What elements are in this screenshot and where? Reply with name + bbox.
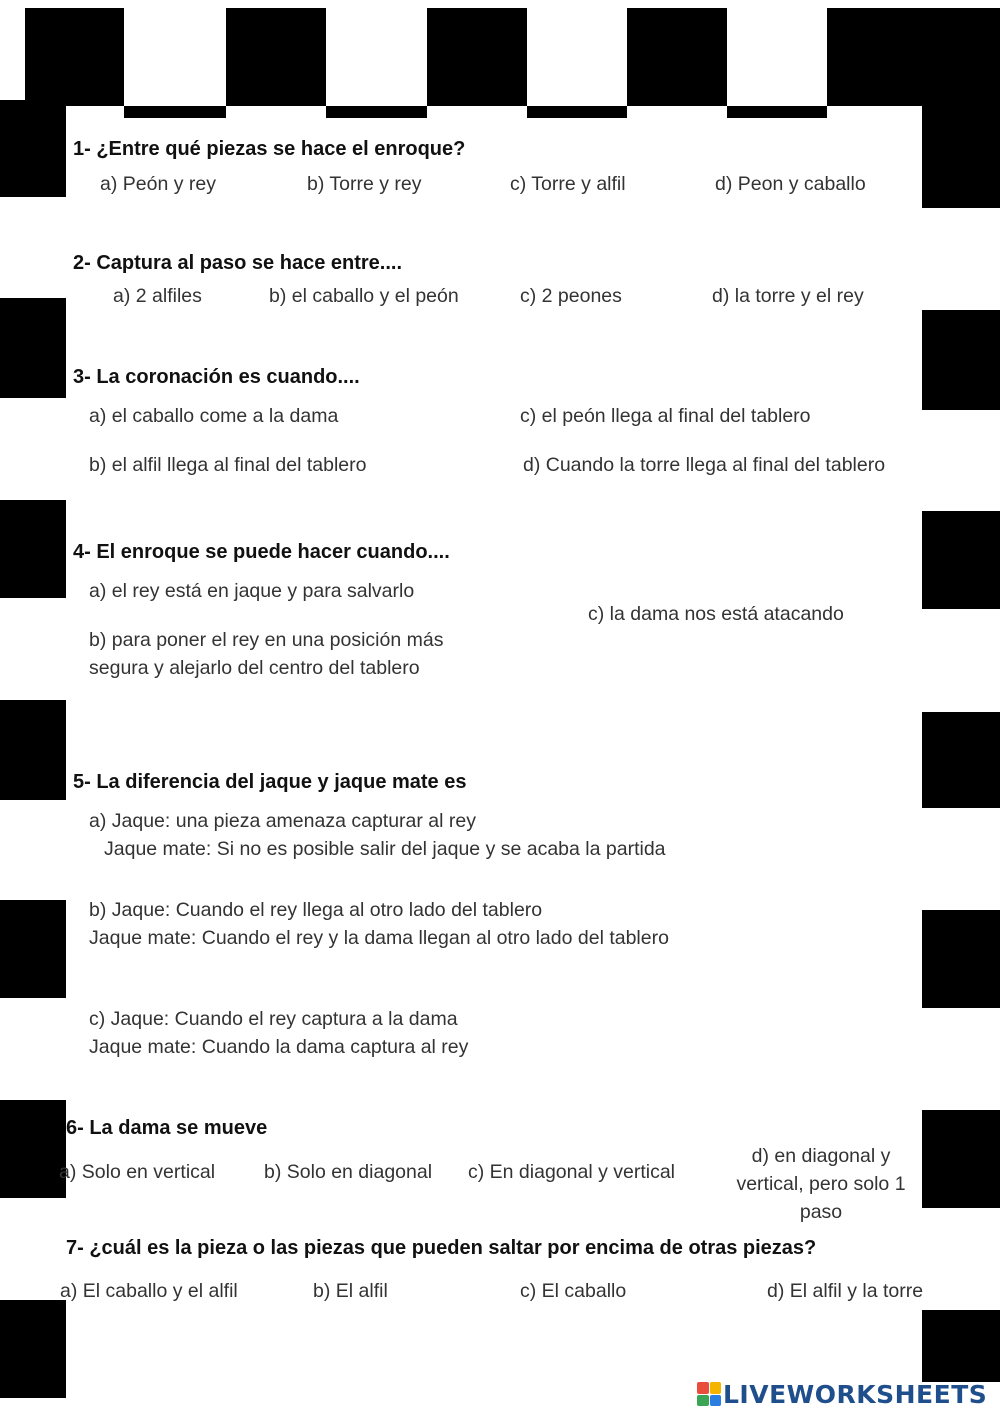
option-3b[interactable]: b) el alfil llega al final del tablero: [89, 454, 367, 476]
option-4a[interactable]: a) el rey está en jaque y para salvarlo: [89, 580, 415, 602]
checker-square: [0, 1300, 66, 1398]
option-5b-line2[interactable]: Jaque mate: Cuando el rey y la dama llegan al otro lado del tablero: [89, 927, 669, 949]
option-1d[interactable]: d) Peon y caballo: [715, 173, 866, 195]
checker-square: [124, 106, 226, 118]
option-3c[interactable]: c) el peón llega al final del tablero: [520, 405, 811, 427]
option-4b-line1[interactable]: b) para poner el rey en una posición más: [89, 629, 444, 651]
checker-square: [226, 8, 326, 106]
question-4: 4- El enroque se puede hacer cuando....: [73, 541, 450, 563]
checker-square: [25, 8, 124, 106]
option-4b-line2[interactable]: segura y alejarlo del centro del tablero: [89, 657, 420, 679]
checker-square: [922, 108, 1000, 208]
question-2: 2- Captura al paso se hace entre....: [73, 252, 403, 274]
option-7c[interactable]: c) El caballo: [520, 1280, 627, 1302]
option-4c[interactable]: c) la dama nos está atacando: [588, 603, 844, 625]
checker-square: [922, 310, 1000, 410]
option-1a[interactable]: a) Peón y rey: [100, 173, 216, 195]
question-1: 1- ¿Entre qué piezas se hace el enroque?: [73, 138, 466, 160]
checker-square: [527, 106, 627, 118]
option-6d[interactable]: d) en diagonal y vertical, pero solo 1 paso: [736, 1145, 906, 1223]
checker-square: [0, 700, 66, 800]
checker-square: [0, 500, 66, 598]
option-2d[interactable]: d) la torre y el rey: [712, 285, 864, 307]
option-2a[interactable]: a) 2 alfiles: [113, 285, 202, 307]
question-3: 3- La coronación es cuando....: [73, 366, 360, 388]
option-5a-line1[interactable]: a) Jaque: una pieza amenaza capturar al rey: [89, 810, 476, 832]
option-1b[interactable]: b) Torre y rey: [307, 173, 422, 195]
option-3d[interactable]: d) Cuando la torre llega al final del tablero: [523, 454, 886, 476]
liveworksheets-logo: [697, 1378, 987, 1410]
checker-square: [922, 1110, 1000, 1208]
checker-square: [922, 1310, 1000, 1382]
liveworksheets-logo-icon: [697, 1382, 721, 1406]
option-5c-line1[interactable]: c) Jaque: Cuando el rey captura a la dama: [89, 1008, 458, 1030]
question-5: 5- La diferencia del jaque y jaque mate es: [73, 771, 467, 793]
checker-square: [326, 106, 427, 118]
question-7: 7- ¿cuál es la pieza o las piezas que pueden saltar por encima de otras piezas?: [66, 1237, 817, 1259]
question-6: 6- La dama se mueve: [66, 1117, 268, 1139]
option-6c[interactable]: c) En diagonal y vertical: [468, 1161, 676, 1183]
checker-square: [627, 8, 727, 106]
checker-square: [922, 8, 1000, 108]
checker-square: [0, 1100, 66, 1198]
option-7b[interactable]: b) El alfil: [313, 1280, 388, 1302]
checker-square: [0, 100, 66, 197]
checker-square: [827, 8, 922, 106]
checker-square: [922, 511, 1000, 609]
checker-square: [922, 712, 1000, 808]
checker-square: [727, 106, 827, 118]
option-7d[interactable]: d) El alfil y la torre: [767, 1280, 924, 1302]
checker-square: [0, 298, 66, 398]
logo-text: LIVEWORKSHEETS: [723, 1379, 988, 1409]
option-5b-line1[interactable]: b) Jaque: Cuando el rey llega al otro lado del tablero: [89, 899, 543, 921]
option-3a[interactable]: a) el caballo come a la dama: [89, 405, 339, 427]
checker-square: [427, 8, 527, 106]
checker-square: [922, 910, 1000, 1008]
checker-square: [0, 900, 66, 998]
option-5c-line2[interactable]: Jaque mate: Cuando la dama captura al rey: [89, 1036, 469, 1058]
option-2c[interactable]: c) 2 peones: [520, 285, 622, 307]
option-6a[interactable]: a) Solo en vertical: [59, 1161, 216, 1183]
option-1c[interactable]: c) Torre y alfil: [510, 173, 626, 195]
option-6b[interactable]: b) Solo en diagonal: [264, 1161, 433, 1183]
option-7a[interactable]: a) El caballo y el alfil: [60, 1280, 238, 1302]
option-2b[interactable]: b) el caballo y el peón: [269, 285, 459, 307]
option-5a-line2[interactable]: Jaque mate: Si no es posible salir del jaque y se acaba la partida: [104, 838, 666, 860]
